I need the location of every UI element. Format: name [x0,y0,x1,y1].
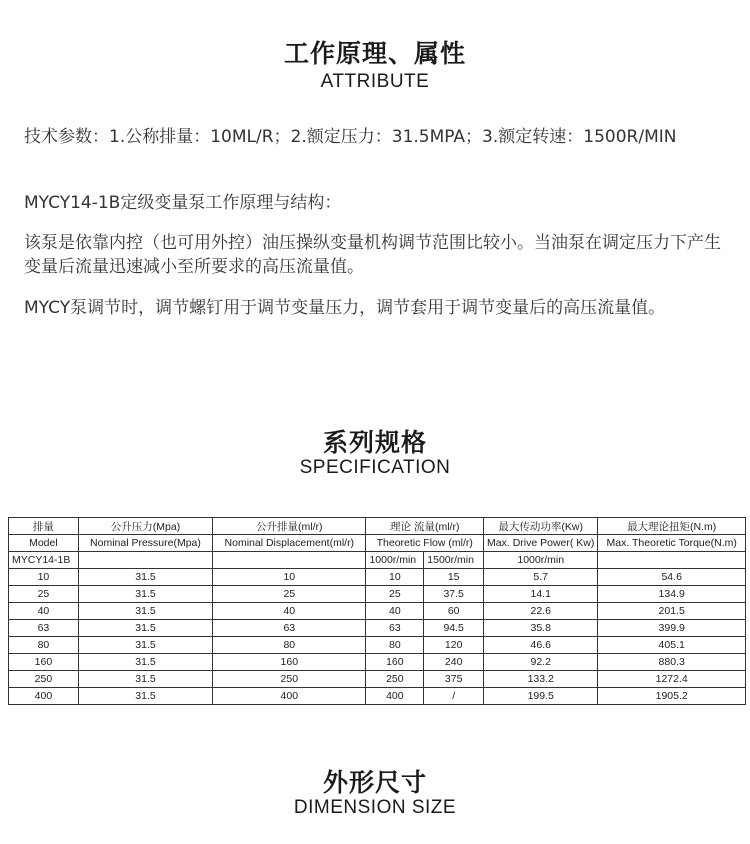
table-cell: 63 [366,620,424,637]
table-cell: 46.6 [484,637,598,654]
header-cell: 理论 流量(ml/r) [366,518,484,535]
table-cell: 80 [366,637,424,654]
table-cell [78,552,212,569]
table-cell: 40 [9,603,79,620]
table-cell: / [424,688,484,705]
table-cell: 31.5 [78,654,212,671]
table-cell: 63 [9,620,79,637]
table-cell: 399.9 [598,620,746,637]
table-cell: 15 [424,569,484,586]
table-row [9,569,746,586]
table-cell: 80 [9,637,79,654]
model-cell: MYCY14-1B [9,552,79,569]
table-cell: 54.6 [598,569,746,586]
header-cell: Max. Drive Power( Kw) [484,535,598,552]
table-row [9,637,746,654]
table-cell: 1000r/min [484,552,598,569]
table-row [9,586,746,603]
table-cell: 10 [9,569,79,586]
table-cell [213,552,366,569]
table-cell: 400 [366,688,424,705]
table-cell: 31.5 [78,671,212,688]
table-cell: 40 [213,603,366,620]
adjustment-paragraph: MYCY泵调节时，调节螺钉用于调节变量压力，调节套用于调节变量后的高压流量值。 [24,298,666,318]
table-header-row-en [9,535,746,552]
tech-params-paragraph: 技术参数：1.公称排量：10ML/R；2.额定压力：31.5MPA；3.额定转速：1500R/MIN [24,127,677,147]
specification-subtitle: SPECIFICATION [299,457,451,478]
table-cell: 31.5 [78,569,212,586]
table-header-row-cn [9,518,746,535]
structure-heading-paragraph: MYCY14-1B定级变量泵工作原理与结构： [24,193,342,213]
table-cell: 25 [213,586,366,603]
table-cell: 31.5 [78,637,212,654]
table-cell [598,552,746,569]
header-cell: Nominal Displacement(ml/r) [213,535,366,552]
header-cell: Model [9,535,79,552]
table-cell: 60 [424,603,484,620]
header-cell: Nominal Pressure(Mpa) [78,535,212,552]
table-row [9,620,746,637]
table-cell: 400 [9,688,79,705]
table-cell: 1905.2 [598,688,746,705]
table-cell: 1272.4 [598,671,746,688]
table-row [9,603,746,620]
table-cell: 250 [366,671,424,688]
table-cell: 160 [9,654,79,671]
header-cell: 排量 [9,518,79,535]
table-cell: 375 [424,671,484,688]
table-cell: 25 [366,586,424,603]
table-cell: 92.2 [484,654,598,671]
attribute-title: 工作原理、属性 [283,39,466,68]
table-cell: 37.5 [424,586,484,603]
table-cell: 201.5 [598,603,746,620]
specification-title: 系列规格 [322,428,427,457]
header-cell: Max. Theoretic Torque(N.m) [598,535,746,552]
table-cell: 160 [366,654,424,671]
table-cell: 405.1 [598,637,746,654]
table-cell: 199.5 [484,688,598,705]
dimension-subtitle: DIMENSION SIZE [293,797,457,818]
table-cell: 31.5 [78,586,212,603]
table-cell: 880.3 [598,654,746,671]
table-cell: 133.2 [484,671,598,688]
table-cell: 14.1 [484,586,598,603]
header-cell: 公升排量(ml/r) [213,518,366,535]
table-cell: 25 [9,586,79,603]
table-cell: 5.7 [484,569,598,586]
table-row [9,671,746,688]
table-cell: 250 [213,671,366,688]
table-cell: 22.6 [484,603,598,620]
principle-paragraph: 该泵是依靠内控（也可用外控）油压操纵变量机构调节范围比较小。当油泵在调定压力下产生变量后流量迅速减小至所要求的高压流量值。 [24,233,721,277]
table-cell: 10 [213,569,366,586]
table-cell: 10 [366,569,424,586]
table-cell: 160 [213,654,366,671]
table-subheader-row [9,552,746,569]
table-cell: 35.8 [484,620,598,637]
table-cell: 240 [424,654,484,671]
header-cell: 最大传动功率(Kw) [484,518,598,535]
table-cell: 1000r/min [366,552,424,569]
table-cell: 31.5 [78,620,212,637]
table-row [9,654,746,671]
table-cell: 250 [9,671,79,688]
header-cell: Theoretic Flow (ml/r) [366,535,484,552]
table-cell: 31.5 [78,603,212,620]
table-cell: 120 [424,637,484,654]
table-cell: 134.9 [598,586,746,603]
table-cell: 400 [213,688,366,705]
specification-table [8,517,746,705]
header-cell: 公升压力(Mpa) [78,518,212,535]
header-cell: 最大理论扭矩(N.m) [598,518,746,535]
table-cell: 31.5 [78,688,212,705]
table-cell: 63 [213,620,366,637]
table-cell: 94.5 [424,620,484,637]
table-cell: 80 [213,637,366,654]
table-row [9,688,746,705]
table-cell: 1500r/min [424,552,484,569]
attribute-subtitle: ATTRIBUTE [320,71,430,92]
dimension-title: 外形尺寸 [322,768,427,797]
table-cell: 40 [366,603,424,620]
